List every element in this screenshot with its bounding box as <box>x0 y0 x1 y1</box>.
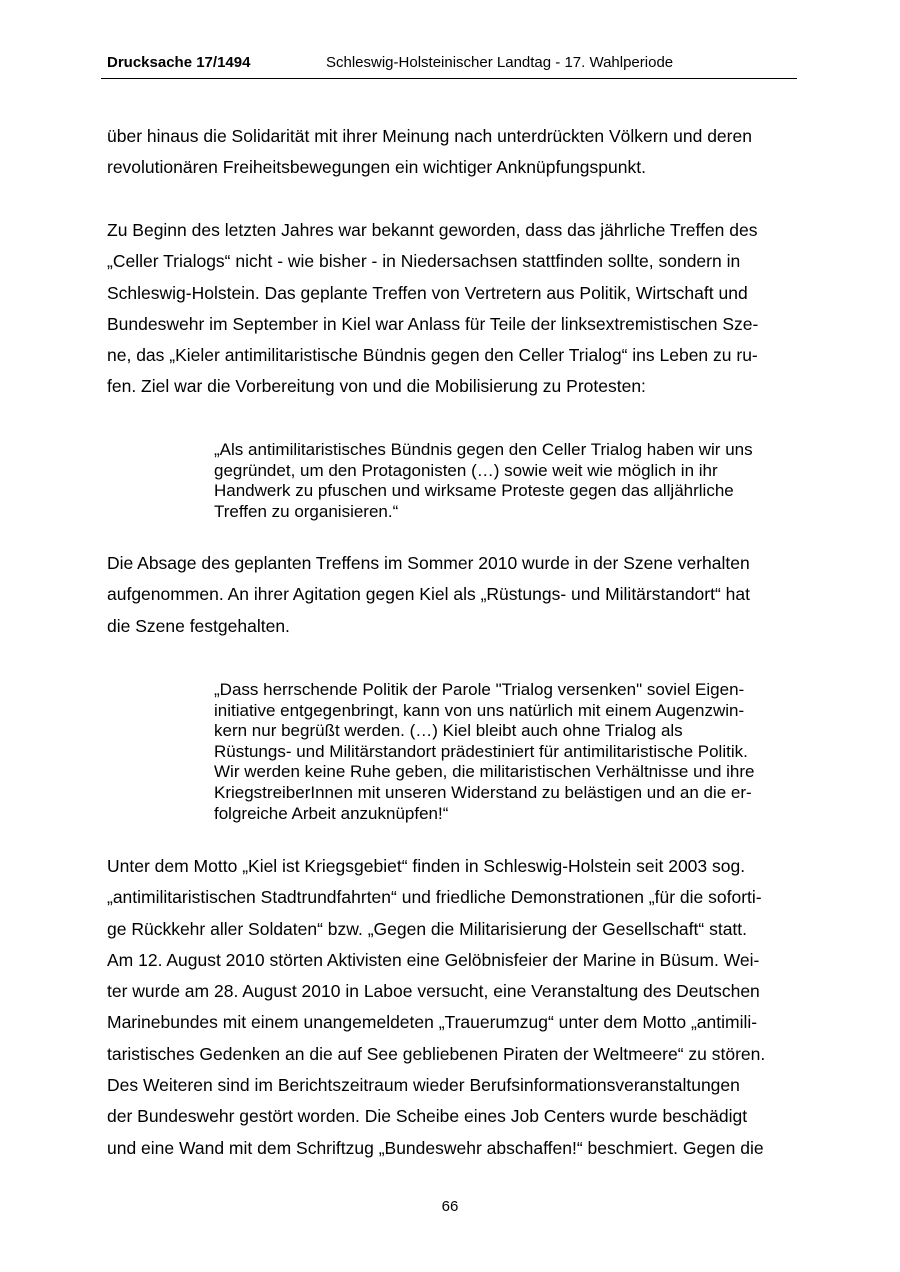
quote-line: „Als antimilitaristisches Bündnis gegen den Celler Trialog haben wir uns <box>214 440 753 459</box>
quote-line: Wir werden keine Ruhe geben, die militaristischen Verhältnisse und ihre <box>214 762 755 782</box>
quote-line: Rüstungs- und Militärstandort prädestiniert für antimilitaristische Politik. <box>214 741 748 761</box>
text-line: und eine Wand mit dem Schriftzug „Bundeswehr abschaffen!“ beschmiert. Gegen die <box>107 1137 764 1158</box>
text-line: „antimilitaristischen Stadtrundfahrten“ und friedliche Demonstrationen „für die soforti- <box>107 887 762 908</box>
text-line: revolutionären Freiheitsbewegungen ein wichtiger Anknüpfungspunkt. <box>107 157 646 178</box>
text-line: Schleswig-Holstein. Das geplante Treffen von Vertretern aus Politik, Wirtschaft und <box>107 282 748 303</box>
quote-line: kern nur begrüßt werden. (…) Kiel bleibt auch ohne Trialog als <box>214 721 683 741</box>
paragraph <box>107 851 790 1164</box>
text-line: aufgenommen. An ihrer Agitation gegen Kiel als „Rüstungs- und Militärstandort“ hat <box>107 584 750 605</box>
quote-line: initiative entgegenbringt, kann von uns natürlich mit einem Augenzwin- <box>214 700 745 720</box>
quote-line: Handwerk zu pfuschen und wirksame Proteste gegen das alljährliche <box>214 481 734 501</box>
text-line: die Szene festgehalten. <box>107 615 290 636</box>
page-number: 66 <box>441 1198 459 1215</box>
text-line: Zu Beginn des letzten Jahres war bekannt geworden, dass das jährliche Treffen des <box>107 220 758 240</box>
text-line: fen. Ziel war die Vorbereitung von und die Mobilisierung zu Protesten: <box>107 376 646 397</box>
text-line: Bundeswehr im September in Kiel war Anlass für Teile der linksextremistischen Sze- <box>107 313 759 334</box>
block-quote <box>214 440 794 522</box>
text-line: ter wurde am 28. August 2010 in Laboe versucht, eine Veranstaltung des Deutschen <box>107 981 760 1002</box>
text-line: Marinebundes mit einem unangemeldeten „Trauerumzug“ unter dem Motto „antimili- <box>107 1012 758 1033</box>
paragraph <box>107 121 790 184</box>
page-header <box>101 52 797 79</box>
document-number: Drucksache 17/1494 <box>107 54 251 71</box>
text-line: Unter dem Motto „Kiel ist Kriegsgebiet“ finden in Schleswig-Holstein seit 2003 sog. <box>107 856 746 876</box>
quote-line: folgreiche Arbeit anzuknüpfen!“ <box>214 803 449 823</box>
text-line: Des Weiteren sind im Berichtszeitraum wieder Berufsinformationsveranstaltungen <box>107 1075 740 1096</box>
text-line: ne, das „Kieler antimilitaristische Bündnis gegen den Celler Trialog“ ins Leben zu ru- <box>107 345 758 366</box>
paragraph <box>107 215 790 403</box>
text-line: taristisches Gedenken an die auf See gebliebenen Piraten der Weltmeere“ zu stören. <box>107 1043 766 1064</box>
quote-line: „Dass herrschende Politik der Parole "Trialog versenken" soviel Eigen- <box>214 680 745 699</box>
block-quote <box>214 680 794 824</box>
text-line: „Celler Trialogs“ nicht - wie bisher - in Niedersachsen stattfinden sollte, sondern in <box>107 251 741 272</box>
header-title: Schleswig-Holsteinischer Landtag - 17. Wahlperiode <box>326 54 674 71</box>
quote-line: gegründet, um den Protagonisten (…) sowie weit wie möglich in ihr <box>214 460 718 480</box>
text-line: der Bundeswehr gestört worden. Die Scheibe eines Job Centers wurde beschädigt <box>107 1106 748 1127</box>
quote-line: KriegstreiberInnen mit unseren Widerstand zu belästigen und an die er- <box>214 782 752 802</box>
quote-line: Treffen zu organisieren.“ <box>214 501 399 521</box>
text-line: Am 12. August 2010 störten Aktivisten eine Gelöbnisfeier der Marine in Büsum. Wei- <box>107 949 760 970</box>
text-line: ge Rückkehr aller Soldaten“ bzw. „Gegen die Militarisierung der Gesellschaft“ statt. <box>107 918 748 939</box>
paragraph <box>107 548 790 642</box>
text-line: über hinaus die Solidarität mit ihrer Meinung nach unterdrückten Völkern und deren <box>107 126 752 146</box>
text-line: Die Absage des geplanten Treffens im Sommer 2010 wurde in der Szene verhalten <box>107 553 750 573</box>
